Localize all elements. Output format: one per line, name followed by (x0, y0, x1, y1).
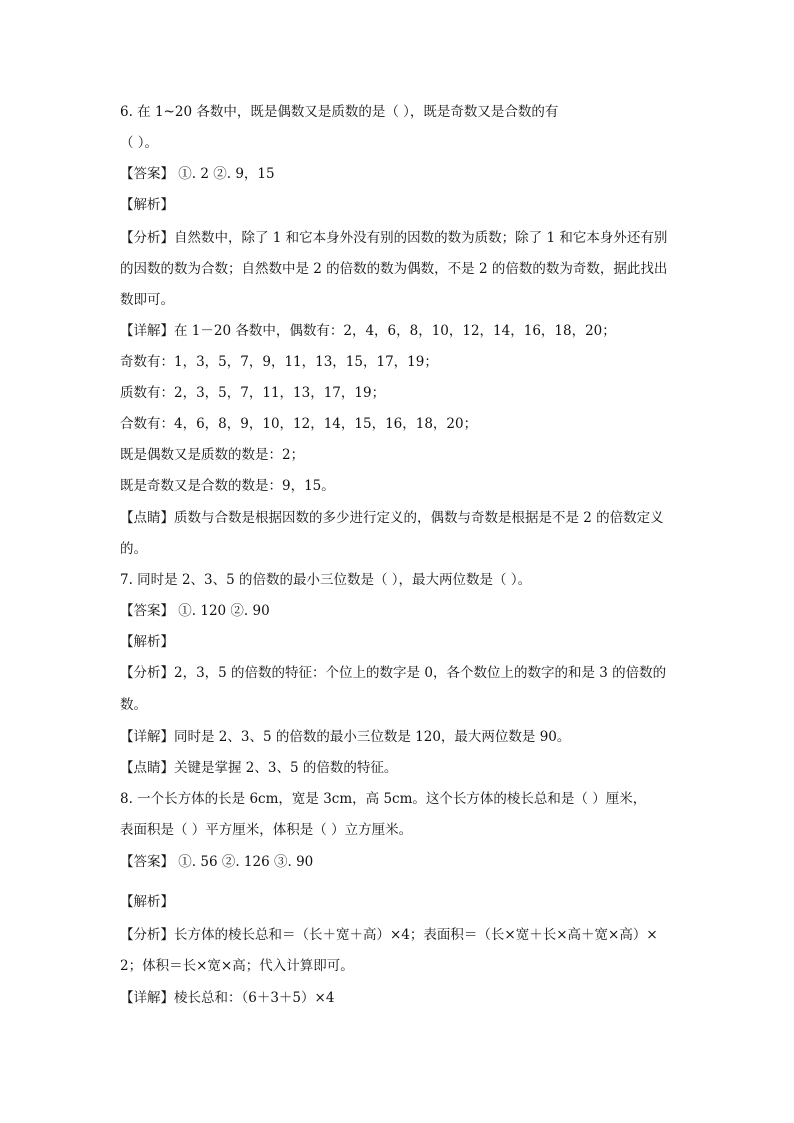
q7-answer: 【答案】 ①. 120 ②. 90 (120, 603, 270, 619)
q6-analysis-line-2: 的因数的数为合数；自然数中是 2 的倍数的数为偶数，不是 2 的倍数的数为奇数，据此找出 (120, 261, 668, 277)
q6-analysis-line-1: 【分析】自然数中，除了 1 和它本身外没有别的因数的数为质数；除了 1 和它本身外还有别 (120, 230, 668, 246)
question-8-line-1: 8. 一个长方体的长是 6cm，宽是 3cm，高 5cm。这个长方体的棱长总和是（ ）厘米， (120, 791, 647, 807)
q6-answer: 【答案】 ①. 2 ②. 9，15 (120, 166, 275, 182)
q8-analysis-line-1: 【分析】长方体的棱长总和＝（长＋宽＋高）×4；表面积＝（长×宽＋长×高＋宽×高）× (120, 927, 658, 943)
q6-detail-composite: 合数有：4，6，8，9，10，12，14，15，16，18，20； (120, 416, 478, 432)
q6-detail-line-1: 【详解】在 1－20 各数中，偶数有：2，4，6，8，10，12，14，16，18，20； (120, 323, 616, 339)
question-8-line-2: 表面积是（ ）平方厘米，体积是（ ）立方厘米。 (120, 822, 413, 838)
q6-remark-line-2: 的。 (120, 541, 147, 557)
q7-analysis-line-2: 数。 (120, 697, 147, 713)
question-6-line-1: 6. 在 1~20 各数中，既是偶数又是质数的是（ ），既是奇数又是合数的有 (120, 104, 559, 120)
q8-analysis-line-2: 2；体积＝长×宽×高；代入计算即可。 (120, 958, 354, 974)
q7-remark: 【点睛】关键是掌握 2、3、5 的倍数的特征。 (120, 760, 398, 776)
q8-answer: 【答案】 ①. 56 ②. 126 ③. 90 (120, 854, 314, 870)
q6-detail-even-prime: 既是偶数又是质数的数是：2； (120, 447, 305, 463)
q8-analysis-heading: 【解析】 (120, 894, 174, 910)
question-7-line-1: 7. 同时是 2、3、5 的倍数的最小三位数是（ ），最大两位数是（ ）。 (120, 572, 532, 588)
q7-analysis-line-1: 【分析】2，3，5 的倍数的特征：个位上的数字是 0，各个数位上的数字的和是 3 的倍数的 (120, 665, 667, 681)
q6-analysis-line-3: 数即可。 (120, 292, 174, 308)
q6-remark-line-1: 【点睛】质数与合数是根据因数的多少进行定义的，偶数与奇数是根据是不是 2 的倍数定义 (120, 510, 664, 526)
q6-detail-odd: 奇数有：1，3，5，7，9，11，13，15，17，19； (120, 354, 438, 370)
q7-analysis-heading: 【解析】 (120, 634, 174, 650)
q8-detail-line-1: 【详解】棱长总和：（6＋3＋5）×4 (120, 990, 335, 1006)
q6-detail-odd-composite: 既是奇数又是合数的数是：9，15。 (120, 478, 335, 494)
q7-detail: 【详解】同时是 2、3、5 的倍数的最小三位数是 120，最大两位数是 90。 (120, 729, 571, 745)
question-6-line-2: （ ）。 (120, 135, 159, 151)
q6-analysis-heading: 【解析】 (120, 197, 174, 213)
q6-detail-prime: 质数有：2，3，5，7，11，13，17，19； (120, 385, 386, 401)
